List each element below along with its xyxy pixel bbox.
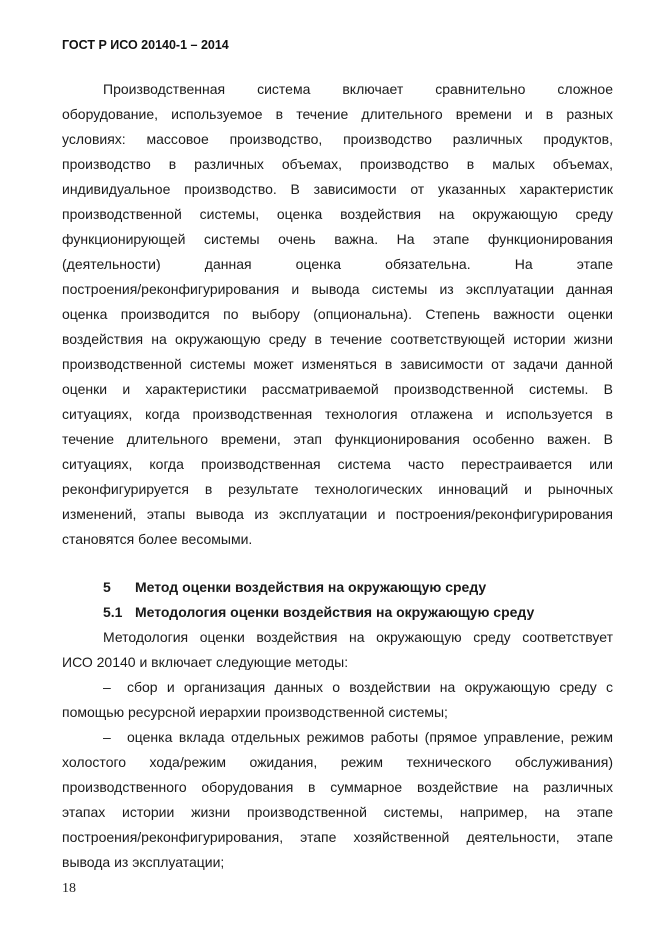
paragraph-line: оборудование, используемое в течение длительного времени и в разных [62, 106, 613, 122]
paragraph-line: индивидуальное производство. В зависимости от указанных характеристик [62, 181, 613, 197]
paragraph-line: реконфигурируется в результате технологических инноваций и рыночных [62, 481, 613, 497]
paragraph-line: течение длительного времени, этап функционирования особенно важен. В [62, 431, 613, 447]
list-dash: – [103, 729, 111, 745]
paragraph-line: Методология оценки воздействия на окружающую среду соответствует [103, 629, 613, 645]
paragraph-line: ситуациях, когда производственная система часто перестраивается или [62, 456, 613, 472]
paragraph-line: построения/реконфигурирования и вывода системы из эксплуатации данная [62, 281, 613, 297]
list-text: сбор и организация данных о воздействии на окружающую среду с [127, 679, 613, 695]
paragraph-line: ситуациях, когда производственная технология отлажена и используется в [62, 406, 613, 422]
section-title: Метод оценки воздействия на окружающую среду [135, 579, 487, 595]
paragraph-line: Производственная система включает сравнительно сложное [103, 81, 613, 97]
list-text: оценка вклада отдельных режимов работы (прямое управление, режим [127, 729, 613, 745]
paragraph-line: производство в различных объемах, производство в малых объемах, [62, 156, 613, 172]
list-item-line: вывода из эксплуатации; [62, 854, 225, 870]
list-item-line: построения/реконфигурирования, этапе хозяйственной деятельности, этапе [62, 829, 613, 845]
paragraph-line: ИСО 20140 и включает следующие методы: [62, 654, 349, 670]
subsection-title: Методология оценки воздействия на окружающую среду [135, 604, 535, 620]
paragraph-line: (деятельности) данная оценка обязательна. На этапе [62, 256, 613, 272]
subsection-heading [103, 603, 613, 621]
paragraph-line: изменений, этапы вывода из эксплуатации и построения/реконфигурирования [62, 506, 613, 522]
list-item-line: производственного оборудования в суммарное воздействие на различных [62, 779, 613, 795]
document-header: ГОСТ Р ИСО 20140-1 – 2014 [62, 38, 229, 52]
paragraph-line: производственной системы может изменяться в зависимости от задачи данной [62, 356, 613, 372]
paragraph-line: становятся более весомыми. [62, 531, 253, 547]
subsection-number: 5.1 [103, 604, 123, 620]
paragraph-line: производственной системы, оценка воздействия на окружающую среду [62, 206, 613, 222]
list-dash: – [103, 679, 111, 695]
list-item-first-line [103, 678, 613, 696]
paragraph-line: функционирующей системы очень важна. На этапе функционирования [62, 231, 613, 247]
list-item-line: помощью ресурсной иерархии производственной системы; [62, 704, 448, 720]
section-heading [103, 578, 613, 596]
paragraph-line: оценки и характеристики рассматриваемой производственной системы. В [62, 381, 613, 397]
list-item-line: холостого хода/режим ожидания, режим технического обслуживания) [62, 754, 613, 770]
paragraph-line: оценка производится по выбору (опциональна). Степень важности оценки [62, 306, 613, 322]
section-number: 5 [103, 579, 111, 595]
paragraph-line: условиях: массовое производство, производство различных продуктов, [62, 131, 613, 147]
list-item-line: этапах истории жизни производственной системы, например, на этапе [62, 804, 613, 820]
page-number: 18 [62, 881, 76, 896]
list-item-first-line [103, 728, 613, 746]
paragraph-line: воздействия на окружающую среду в течение соответствующей истории жизни [62, 331, 613, 347]
